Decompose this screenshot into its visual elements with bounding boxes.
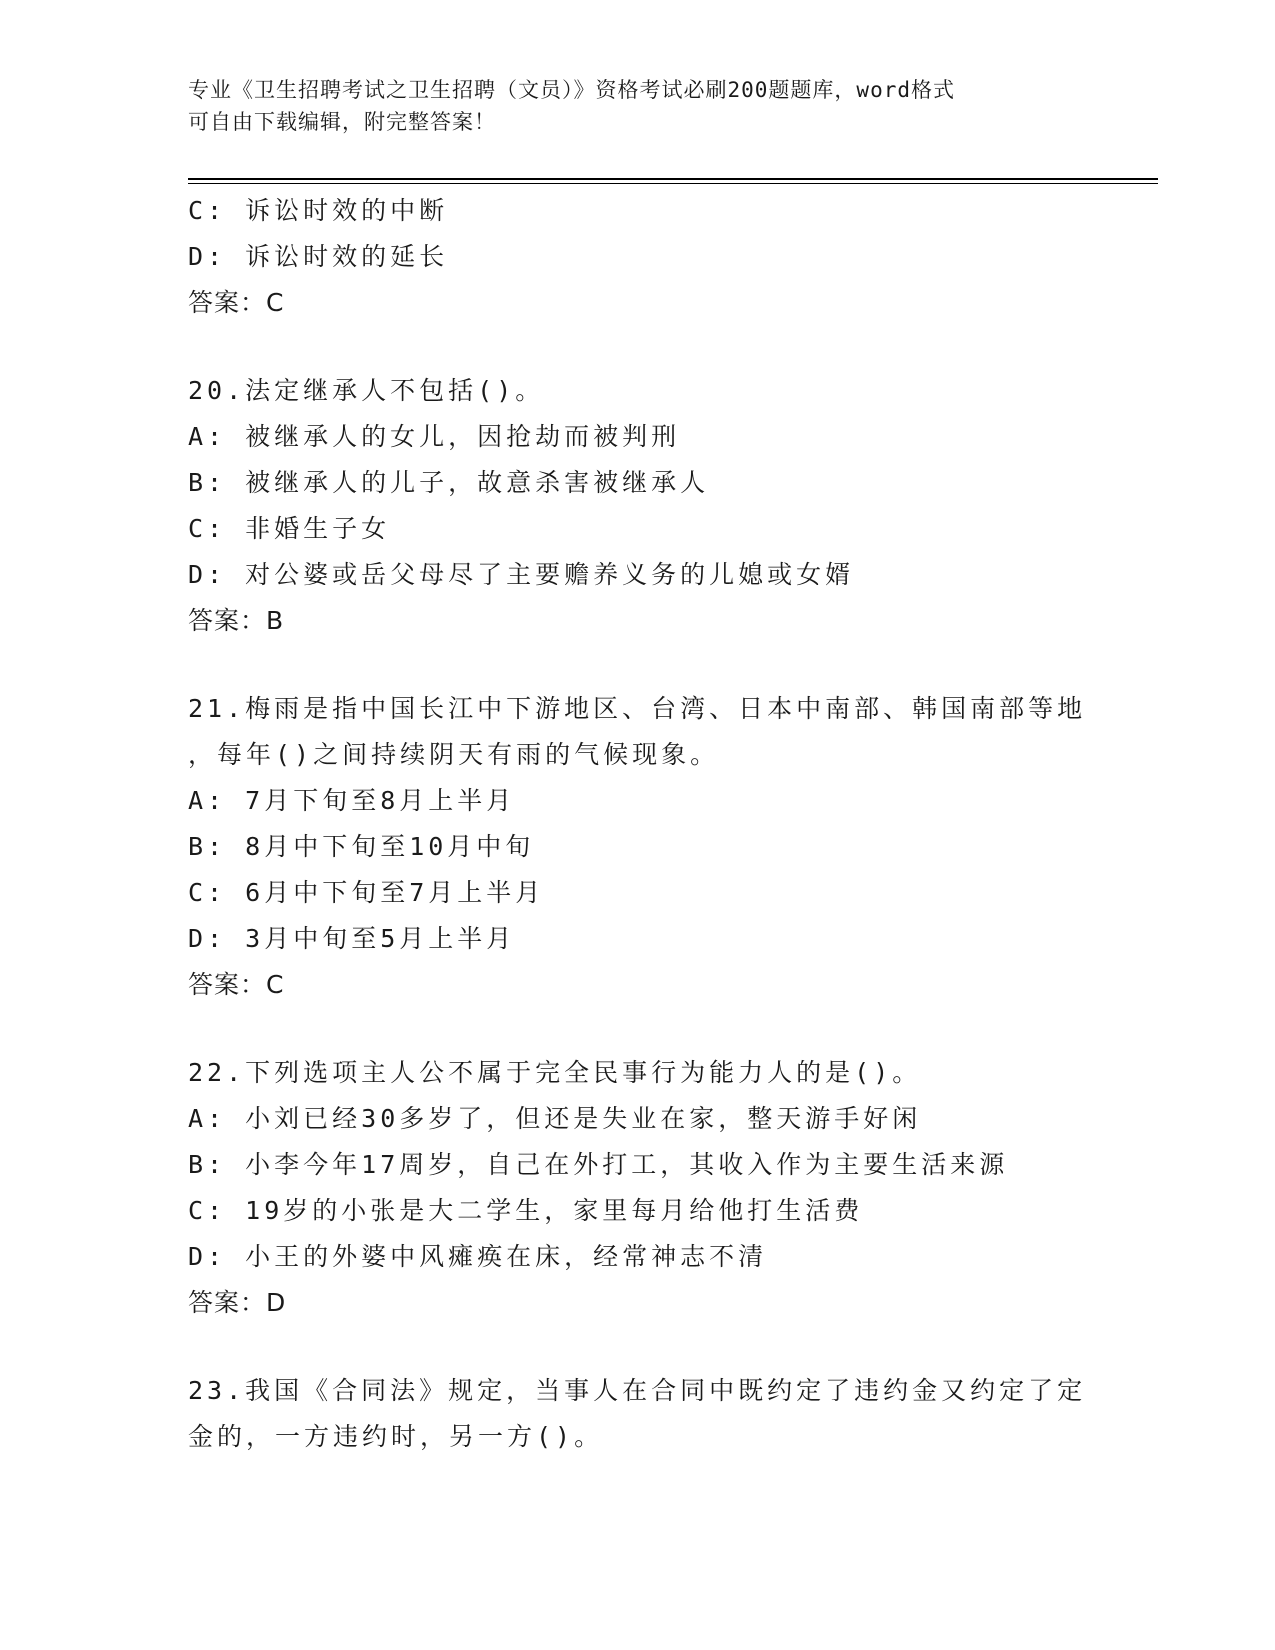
spacer: [188, 1326, 1188, 1368]
option-a: A: 被继承人的女儿，因抢劫而被判刑: [188, 422, 681, 451]
option-c: C: 非婚生子女: [188, 514, 391, 543]
question-stem: 20.法定继承人不包括()。: [188, 376, 545, 405]
question-21: [188, 686, 1188, 1008]
option-b: B: 8月中下旬至10月中旬: [188, 832, 535, 861]
option-d: D: 诉讼时效的延长: [188, 242, 449, 271]
question-stem: 21.梅雨是指中国长江中下游地区、台湾、日本中南部、韩国南部等地: [188, 694, 1087, 723]
option-c: C: 诉讼时效的中断: [188, 196, 449, 225]
question-22: [188, 1050, 1188, 1326]
question-stem-continued: ，每年()之间持续阴天有雨的气候现象。: [188, 740, 720, 769]
option-d: D: 对公婆或岳父母尽了主要赡养义务的儿媳或女婿: [188, 560, 855, 589]
header-title-line-1: 专业《卫生招聘考试之卫生招聘（文员）》资格考试必刷200题题库，word格式: [188, 78, 955, 102]
question-continued: [188, 188, 1188, 326]
option-d: D: 小王的外婆中风瘫痪在床，经常神志不清: [188, 1242, 768, 1271]
option-c: C: 19岁的小张是大二学生，家里每月给他打生活费: [188, 1196, 864, 1225]
option-c: C: 6月中下旬至7月上半月: [188, 878, 545, 907]
question-stem: 23.我国《合同法》规定，当事人在合同中既约定了违约金又约定了定: [188, 1376, 1087, 1405]
spacer: [188, 326, 1188, 368]
answer-line: 答案：C: [188, 288, 285, 317]
option-b: B: 小李今年17周岁，自己在外打工，其收入作为主要生活来源: [188, 1150, 1009, 1179]
header-divider-thin: [188, 183, 1158, 184]
question-23: [188, 1368, 1188, 1460]
answer-line: 答案：C: [188, 970, 285, 999]
header-divider-thick: [188, 178, 1158, 180]
option-d: D: 3月中旬至5月上半月: [188, 924, 516, 953]
answer-line: 答案：B: [188, 606, 285, 635]
spacer: [188, 644, 1188, 686]
question-stem: 22.下列选项主人公不属于完全民事行为能力人的是()。: [188, 1058, 922, 1087]
spacer: [188, 1008, 1188, 1050]
option-b: B: 被继承人的儿子，故意杀害被继承人: [188, 468, 710, 497]
question-stem-continued: 金的，一方违约时，另一方()。: [188, 1422, 604, 1451]
answer-line: 答案：D: [188, 1288, 287, 1317]
option-a: A: 7月下旬至8月上半月: [188, 786, 516, 815]
question-content: [188, 188, 1188, 1460]
question-20: [188, 368, 1188, 644]
header-title-line-2: 可自由下载编辑，附完整答案！: [188, 110, 496, 134]
document-header: [188, 74, 1088, 138]
option-a: A: 小刘已经30多岁了，但还是失业在家，整天游手好闲: [188, 1104, 922, 1133]
